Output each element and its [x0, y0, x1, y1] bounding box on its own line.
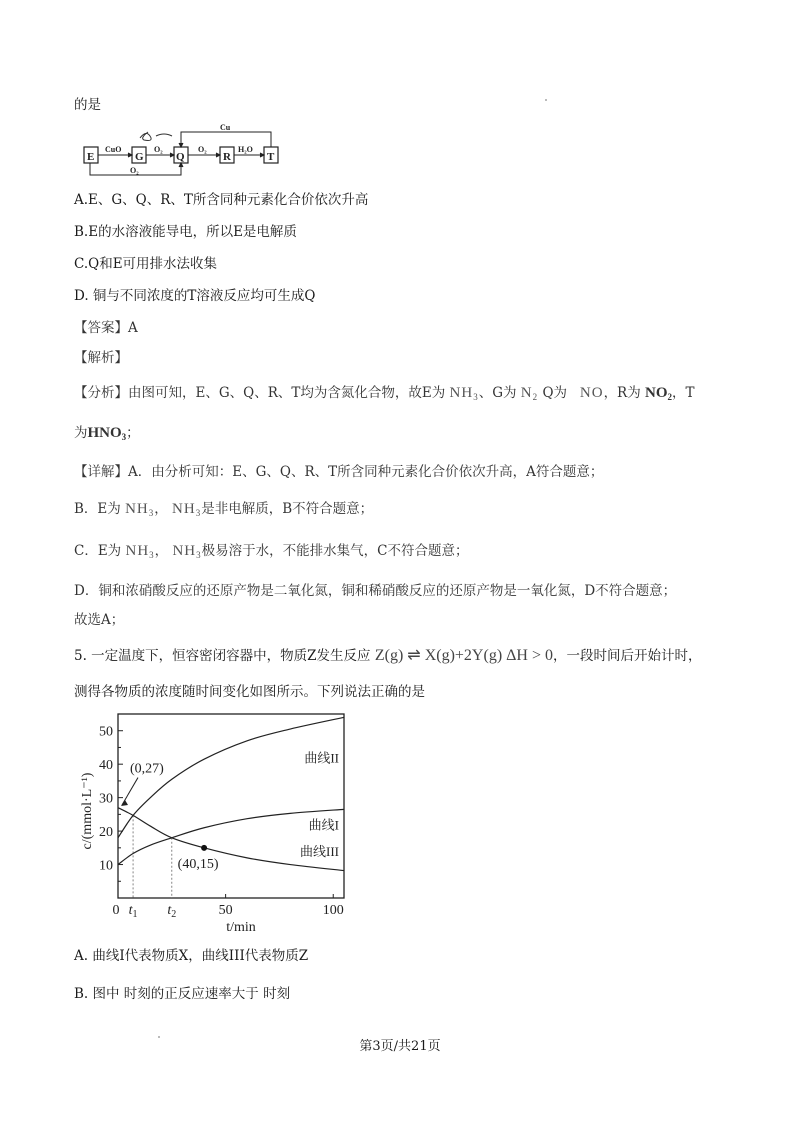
- x-tick-label: 0: [112, 903, 120, 918]
- x-axis-label: t/min: [226, 920, 256, 935]
- formula-nh3-base: NH: [172, 501, 196, 517]
- q5-option-b: B. 图中 时刻的正反应速率大于 时刻: [74, 986, 291, 1002]
- concentration-time-chart: [75, 705, 360, 935]
- label-o2-e-q: O₂: [130, 166, 139, 175]
- q4-fenxi-line1: [74, 384, 695, 406]
- formula-nh3-base: NH: [125, 543, 150, 559]
- formula-sub: 3: [148, 508, 155, 518]
- q4-conclusion: 故选A；: [74, 612, 125, 628]
- fenxi-text-5: ，T: [672, 385, 695, 401]
- xiangjie-c-text-1: C．E为: [74, 543, 122, 559]
- annotation-arrowhead: [121, 800, 128, 806]
- formula-sub: 3: [196, 550, 202, 560]
- q5-stem-text-1: 5. 一定温度下，恒容密闭容器中，物质Z发生反应: [74, 648, 371, 664]
- annotation-arrow: [122, 778, 138, 805]
- formula-nh3: [125, 543, 154, 559]
- q5-option-a: A. 曲线Ⅰ代表物质X，曲线III代表物质Z: [74, 948, 309, 964]
- x-tick-label: 100: [322, 903, 344, 918]
- nitrogen-flow-diagram: [78, 120, 288, 182]
- data-point-40-15: [201, 845, 207, 851]
- formula-sub: 3: [149, 550, 155, 560]
- y-tick-label: 10: [99, 858, 113, 874]
- y-axis-label: c/(mmol·L⁻¹): [80, 772, 95, 850]
- curve-label-1: 曲线I: [308, 817, 339, 833]
- curve-label-3: 曲线III: [300, 844, 339, 860]
- q5-stem-line1: [74, 647, 702, 665]
- fenxi-text-7: ；: [126, 425, 140, 441]
- formula-nh3: [172, 501, 201, 517]
- fenxi-text-1: 【分析】由图可知，E、G、Q、R、T均为含氮化合物，故E为: [74, 385, 446, 401]
- formula-no2-base: NO: [645, 385, 668, 401]
- label-o2-q-r: O₂: [198, 145, 207, 154]
- formula-no2: [645, 385, 672, 401]
- label-cuo: CuO: [105, 145, 122, 154]
- label-cu: Cu: [220, 123, 231, 132]
- curve-label-2: 曲线II: [304, 750, 339, 766]
- annotation-40-15: (40,15): [177, 856, 219, 872]
- q4-xiangjie-b: [74, 500, 373, 522]
- y-tick-label: 50: [99, 724, 113, 740]
- q4-option-a: A.E、G、Q、R、T所含同种元素化合价依次升高: [74, 192, 369, 208]
- formula-sub: 3: [473, 392, 479, 402]
- q4-xiangjie-c: [74, 542, 468, 564]
- formula-nh3-base: NH: [172, 543, 197, 559]
- q5-stem-text-2: ，一段时间后开始计时，: [553, 648, 702, 664]
- xiangjie-b-text-2: ，: [154, 501, 168, 517]
- q4-xiangjie-a: 【详解】A．由分析可知：E、G、Q、R、T所含同种元素化合价依次升高，A符合题意；: [74, 464, 604, 480]
- reaction-equation: Z(g) ⇌ X(g)+2Y(g) ΔH > 0: [374, 647, 554, 664]
- y-tick-label: 40: [99, 758, 113, 774]
- formula-sub: 3: [195, 508, 202, 518]
- annotation-0-27: (0,27): [130, 761, 164, 777]
- q4-fenxi-line2: [74, 424, 140, 446]
- x-tick-label-t1: $t_1$: [128, 903, 138, 920]
- xiangjie-b-text-3: 是非电解质，B不符合题意；: [201, 501, 374, 517]
- formula-n2: [521, 385, 538, 401]
- formula-nh3: [172, 543, 201, 559]
- formula-nh3: [125, 501, 154, 517]
- q4-analysis-heading: 【解析】: [74, 350, 128, 366]
- fenxi-text-6: 为: [74, 425, 88, 441]
- fenxi-text-2: 、G为: [478, 385, 517, 401]
- formula-nh3-base: NH: [449, 385, 474, 401]
- node-e-label: E: [87, 151, 95, 163]
- xiangjie-c-text-3: 极易溶于水，不能排水集气，C不符合题意；: [201, 543, 469, 559]
- formula-sub: 2: [532, 392, 539, 402]
- formula-hno3: [88, 425, 127, 441]
- q4-answer: 【答案】A: [74, 320, 138, 336]
- y-tick-label: 30: [99, 791, 113, 807]
- fenxi-text-3: Q为: [542, 385, 568, 401]
- scan-speck: [545, 99, 547, 101]
- x-tick-label-t2: $t_2$: [167, 903, 177, 920]
- formula-hno3-base: HNO: [87, 425, 122, 441]
- node-g-label: G: [135, 151, 144, 163]
- q5-stem-line2: 测得各物质的浓度随时间变化如图所示。下列说法正确的是: [74, 684, 425, 700]
- q4-xiangjie-d: D．铜和浓硝酸反应的还原产物是二氧化氮，铜和稀硝酸反应的还原产物是一氧化氮，D不符合题意；: [74, 583, 677, 599]
- fenxi-text-4: ，R为: [603, 385, 641, 401]
- node-r-label: R: [223, 151, 231, 163]
- formula-no: NO: [579, 385, 604, 401]
- q4-option-b: B.E的水溶液能导电，所以E是电解质: [74, 224, 297, 240]
- formula-nh3: [450, 385, 479, 401]
- x-tick-label: 50: [218, 903, 233, 918]
- xiangjie-c-text-2: ，: [154, 543, 169, 559]
- label-o2-g-q: O₂: [154, 145, 163, 154]
- xiangjie-b-text-1: B．E为: [74, 501, 121, 517]
- formula-nh3-base: NH: [125, 501, 149, 517]
- scribble-mark: [140, 132, 172, 141]
- q4-stem-tail: 的是: [74, 97, 101, 113]
- q4-option-d: D. 铜与不同浓度的T溶液反应均可生成Q: [74, 288, 316, 304]
- formula-n2-base: N: [520, 385, 533, 401]
- plot-frame: [118, 714, 344, 898]
- node-t-label: T: [267, 151, 275, 163]
- label-h2o: H₂O: [238, 145, 253, 154]
- y-tick-label: 20: [99, 825, 113, 841]
- formula-sub: 2: [667, 392, 673, 402]
- node-q-label: Q: [176, 151, 185, 163]
- q4-option-c: C.Q和E可用排水法收集: [74, 256, 218, 272]
- scan-speck: [158, 1036, 160, 1038]
- formula-sub: 3: [121, 432, 127, 442]
- page-footer: 第3页/共21页: [359, 1039, 441, 1054]
